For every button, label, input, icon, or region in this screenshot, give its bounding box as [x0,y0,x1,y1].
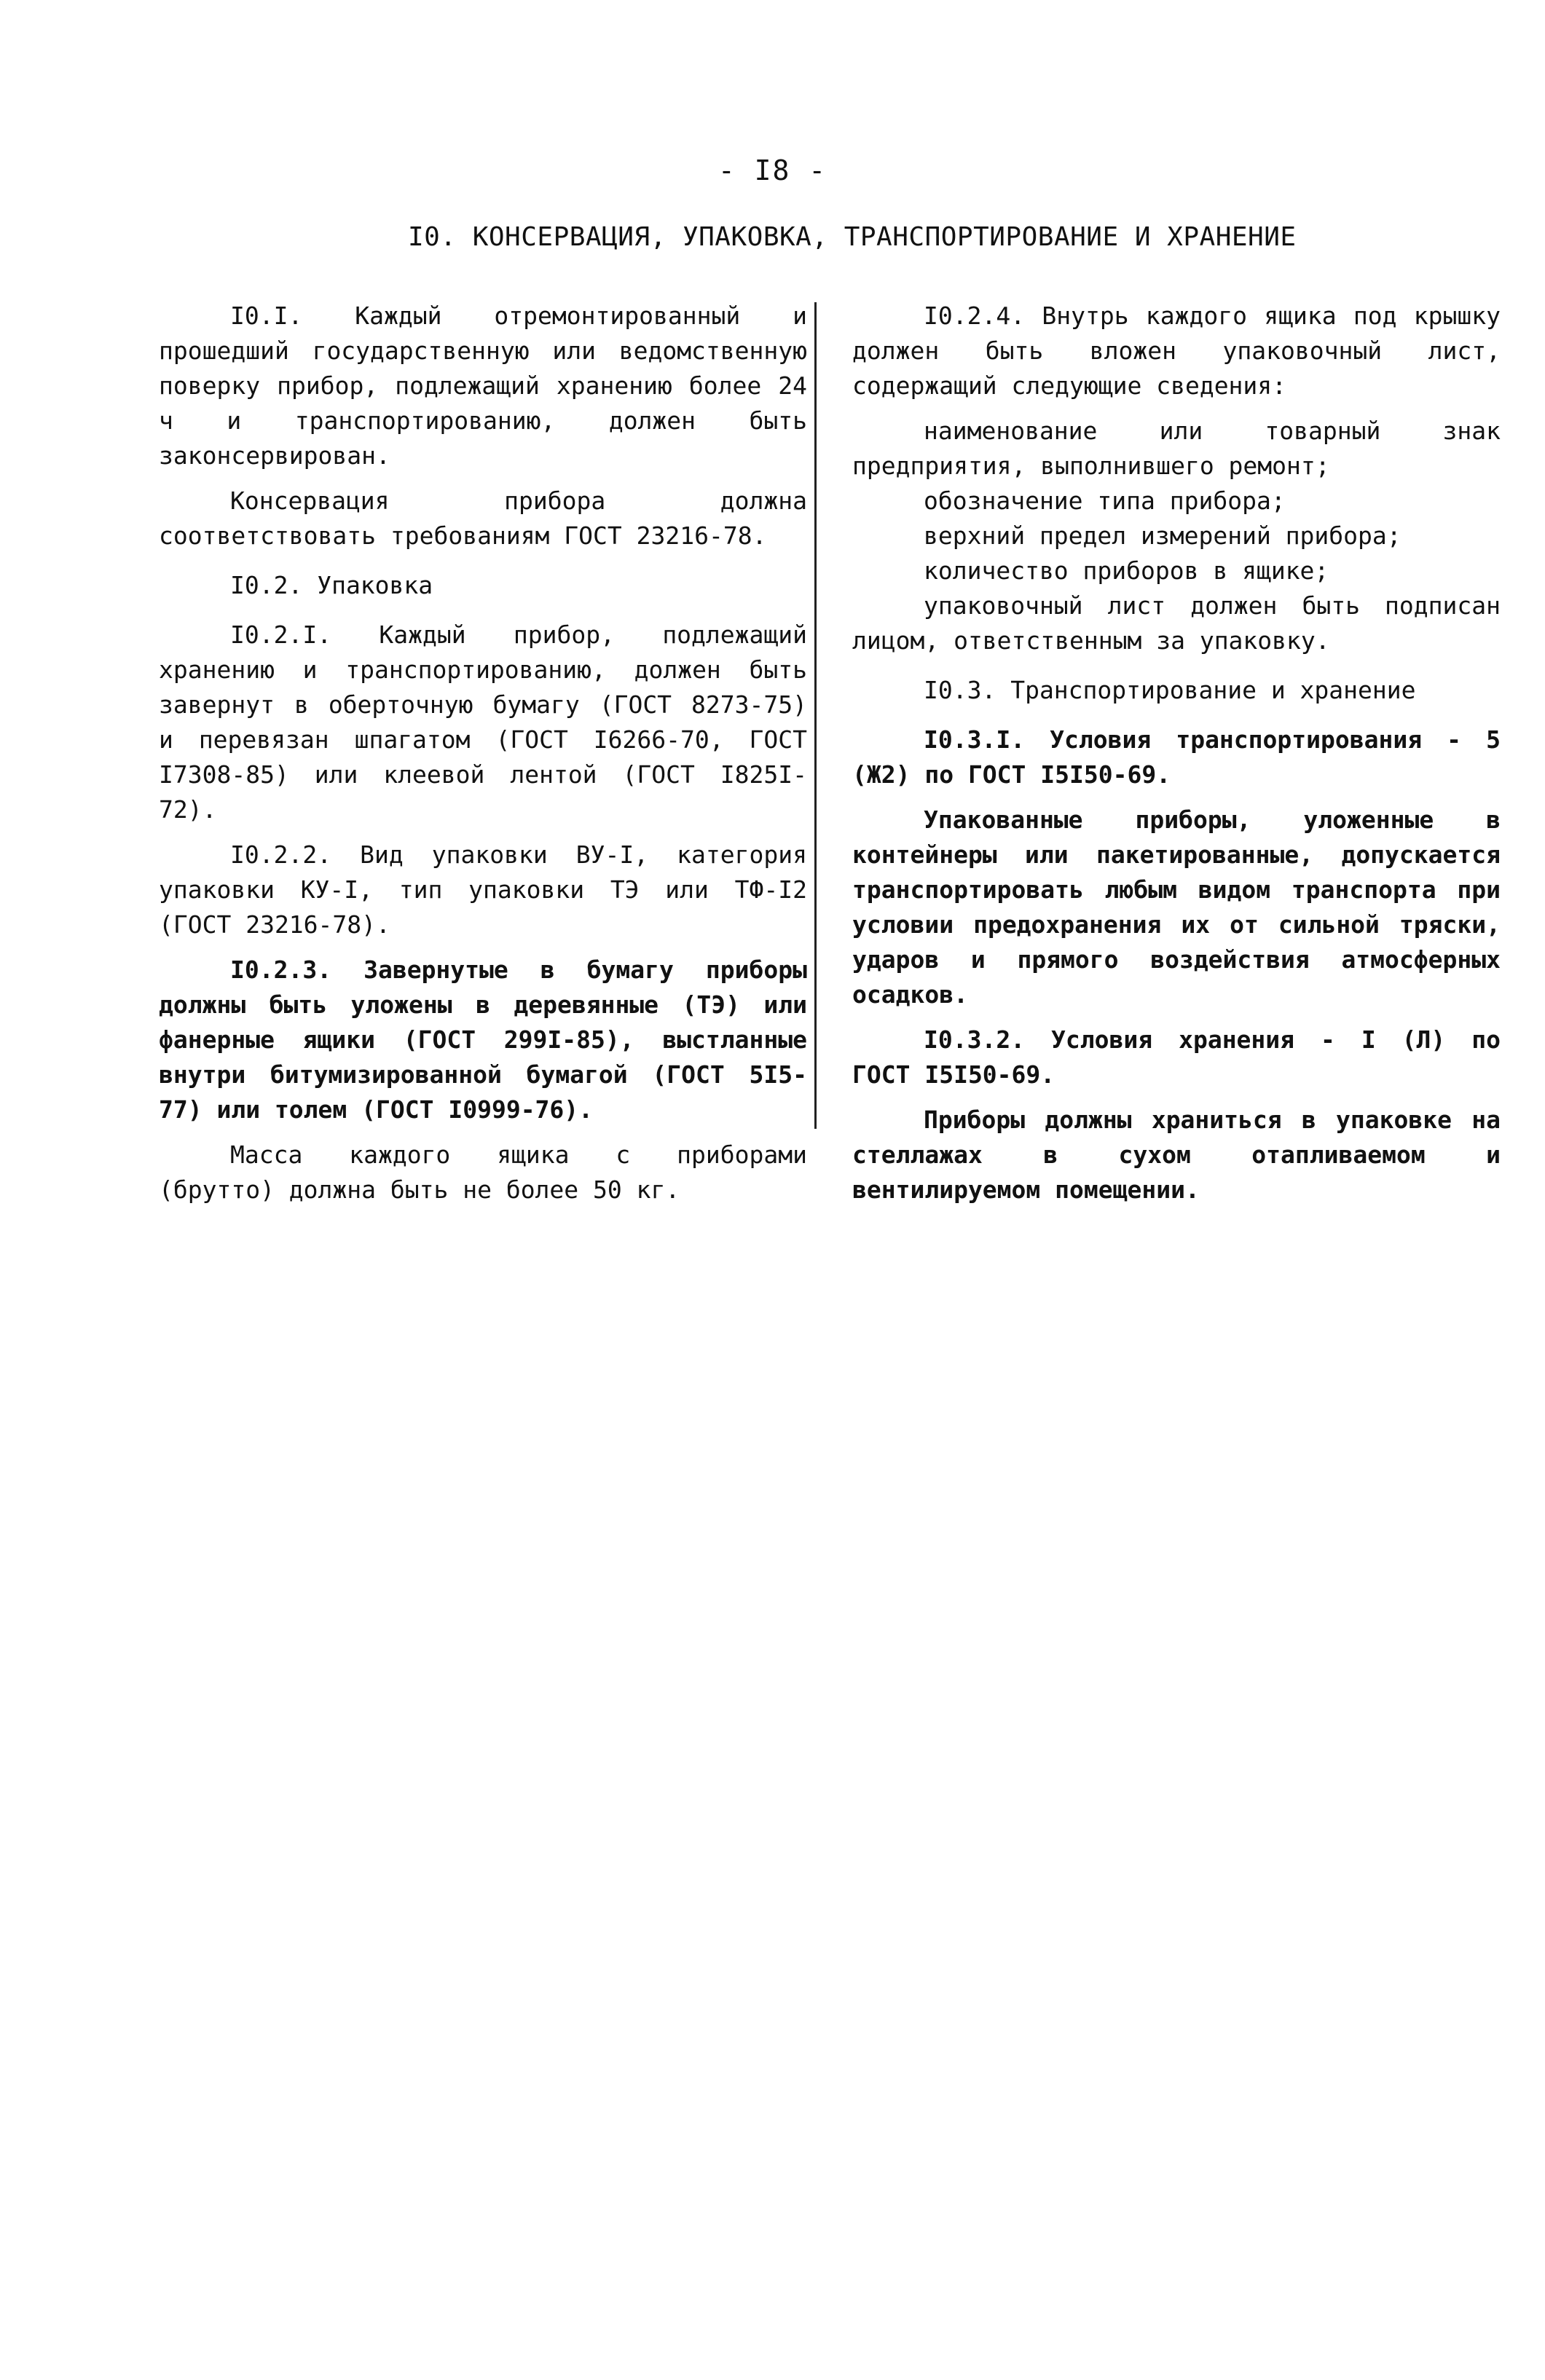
list-item: обозначение типа прибора; [924,486,1286,515]
paragraph-10-3-2: I0.3.2. Условия хранения - I (Л) по ГОСТ I5I50-69. [852,1025,1501,1089]
column-divider [814,302,817,1129]
paragraph-10-2-3: I0.2.3. Завернутые в бумагу приборы должны быть уложены в деревянные (ТЭ) или фанерные ящики (ГОСТ 299I-85), выстланные внутри битумизированной бумагой (ГОСТ 5I5-77) или толем (ГОСТ I0999-76). [159,955,807,1124]
right-column [852,299,1501,1218]
paragraph-mass: Масса каждого ящика с приборами (брутто) должна быть не более 50 кг. [159,1140,807,1204]
paragraph-10-2-1: I0.2.I. Каждый прибор, подлежащий хранению и транспортированию, должен быть завернут в оберточную бумагу (ГОСТ 8273-75) и перевязан шпагатом (ГОСТ I6266-70, ГОСТ I7308-85) или клеевой лентой (ГОСТ I825I-72). [159,620,807,824]
list-item: упаковочный лист должен быть подписан лицом, ответственным за упаковку. [852,591,1501,655]
list-item: количество приборов в ящике; [924,556,1329,585]
heading-10-2: I0.2. Упаковка [230,571,433,599]
list-item: наименование или товарный знак предприятия, выполнившего ремонт; [852,417,1501,480]
paragraph-conservation: Консервация прибора должна соответствовать требованиям ГОСТ 23216-78. [159,486,807,550]
paragraph-storage: Приборы должны храниться в упаковке на стеллажах в сухом отапливаемом и вентилируемом помещении. [852,1106,1501,1204]
page-number: - I8 - [718,154,827,186]
section-title: I0. КОНСЕРВАЦИЯ, УПАКОВКА, ТРАНСПОРТИРОВАНИЕ И ХРАНЕНИЕ [408,222,1297,252]
list-item: верхний предел измерений прибора; [924,521,1401,550]
heading-10-3: I0.3. Транспортирование и хранение [924,676,1416,704]
left-column [159,299,807,1218]
paragraph-10-1: I0.I. Каждый отремонтированный и прошедший государственную или ведомственную поверку прибор, подлежащий хранению более 24 ч и транспортированию, должен быть законсервирован. [159,302,807,470]
paragraph-packed: Упакованные приборы, уложенные в контейнеры или пакетированные, допускается транспортировать любым видом транспорта при условии предохранения их от сильной тряски, ударов и прямого воздействия атмосферных осадков. [852,805,1501,1009]
paragraph-10-2-4: I0.2.4. Внутрь каждого ящика под крышку должен быть вложен упаковочный лист, содержащий следующие сведения: [852,302,1501,400]
paragraph-10-3-1: I0.3.I. Условия транспортирования - 5 (Ж2) по ГОСТ I5I50-69. [852,725,1501,789]
paragraph-10-2-2: I0.2.2. Вид упаковки ВУ-I, категория упаковки КУ-I, тип упаковки ТЭ или ТФ-I2 (ГОСТ 23216-78). [159,840,807,939]
